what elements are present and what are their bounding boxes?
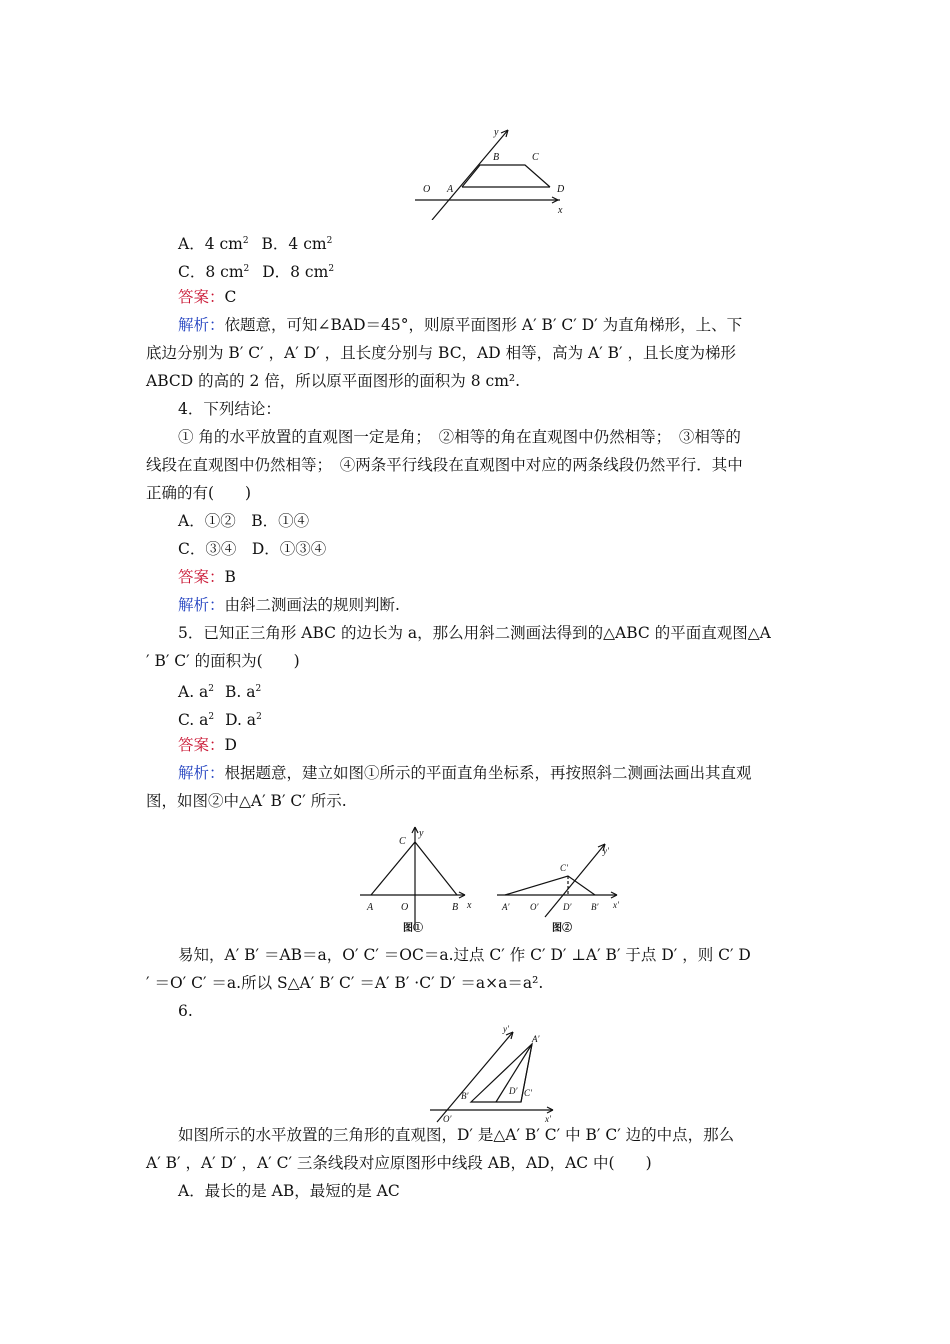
q5-analysis-label: 解析： <box>178 764 225 782</box>
q5-option-c-sup: 2 <box>208 712 215 722</box>
q4-analysis-text: 由斜二测画法的规则判断. <box>224 596 400 614</box>
q3-analysis-line1 <box>178 314 742 336</box>
q5-analysis-text1: 根据题意，建立如图①所示的平面直角坐标系，再按照斜二测画法画出其直观 <box>224 764 752 782</box>
q5-option-d-sup: 2 <box>256 712 262 722</box>
q5-analysis-line2: 图，如图②中△A′ B′ C′ 所示. <box>146 792 347 810</box>
q4-options-ab: A．①② B．①④ <box>178 512 310 530</box>
fig2-label-cp: C′ <box>560 863 568 873</box>
q5-answer-label: 答案： <box>178 736 225 754</box>
q4-line1: ① 角的水平放置的直观图一定是角； ②相等的角在直观图中仍然相等； ③相等的 <box>178 428 741 446</box>
fig2-label-op: O′ <box>530 902 539 912</box>
q4-answer-value: B <box>224 568 236 586</box>
q5-line1: 5．已知正三角形 ABC 的边长为 a，那么用斜二测画法得到的△ABC 的平面直观图△A <box>178 624 771 642</box>
fig3-label-cp: C′ <box>524 1088 532 1098</box>
q3-option-c: C．8 cm <box>178 263 244 282</box>
fig1-label-a: A <box>367 902 374 913</box>
q3-option-c-sup: 2 <box>243 264 250 274</box>
caption-figure-2: 图② <box>552 923 572 934</box>
q5-option-c: C. a <box>178 711 209 730</box>
q4-answer <box>178 566 236 588</box>
q4-analysis-label: 解析： <box>178 596 225 614</box>
fig3-label-xp: x′ <box>545 1114 551 1124</box>
q3-option-b-sup: 2 <box>326 236 333 246</box>
fig3-label-yp: y′ <box>503 1024 509 1034</box>
q3-answer <box>178 286 236 308</box>
q4-analysis <box>178 594 400 616</box>
q3-analysis-line3: ABCD 的高的 2 倍，所以原平面图形的面积为 8 cm². <box>146 372 521 390</box>
q6-line1: 如图所示的水平放置的三角形的直观图，D′ 是△A′ B′ C′ 中 B′ C′ 边的中点，那么 <box>178 1126 735 1144</box>
q5-analysis-line1 <box>178 762 752 784</box>
q6-number: 6. <box>178 1002 193 1020</box>
q5-after-line2: ′ ＝O′ C′ ＝a.所以 S△A′ B′ C′ ＝A′ B′ ·C′ D′ ＝a×a＝a². <box>146 974 544 992</box>
triangle-figures <box>355 822 630 940</box>
figure-2 <box>497 844 617 917</box>
q4-line3: 正确的有( ) <box>146 484 252 502</box>
label-d: D <box>557 184 565 195</box>
q5-option-a-sup: 2 <box>208 684 215 694</box>
q4-answer-label: 答案： <box>178 568 225 586</box>
trapezoid-figure <box>410 120 580 220</box>
label-y: y <box>494 127 499 138</box>
q3-option-b: B．4 cm <box>261 235 327 254</box>
q5-options-cd <box>178 706 262 731</box>
q5-after-line1: 易知，A′ B′ ＝AB＝a，O′ C′ ＝OC＝a.过点 C′ 作 C′ D′ ⊥A′ B′ 于点 D′ ，则 C′ D <box>178 946 751 964</box>
label-b: B <box>493 152 500 163</box>
q3-analysis-text1: 依题意，可知∠BAD＝45°，则原平面图形 A′ B′ C′ D′ 为直角梯形，上、下 <box>224 316 743 334</box>
q5-option-d: D. a <box>225 711 257 730</box>
q5-option-b: B. a <box>224 683 256 702</box>
q6-option-a: A．最长的是 AB，最短的是 AC <box>178 1182 400 1200</box>
fig2-label-yp: y′ <box>603 846 609 856</box>
fig3-label-dp: D′ <box>509 1086 518 1096</box>
fig1-label-y: y <box>419 828 424 839</box>
fig2-label-dp: D′ <box>563 902 572 912</box>
q4-options-cd: C．③④ D．①③④ <box>178 540 327 558</box>
q4-stem: 4．下列结论： <box>178 400 281 418</box>
q3-answer-label: 答案： <box>178 288 225 306</box>
q6-line2: A′ B′ ，A′ D′ ，A′ C′ 三条线段对应原图形中线段 AB，AD，AC 中( ) <box>146 1154 652 1172</box>
label-x: x <box>558 205 563 216</box>
q3-option-d-sup: 2 <box>328 264 335 274</box>
fig2-label-bp: B′ <box>591 902 599 912</box>
fig2-label-xp: x′ <box>613 900 619 910</box>
q3-analysis-line2: 底边分别为 B′ C′ ，A′ D′ ，且长度分别与 BC，AD 相等，高为 A′ B′ ，且长度为梯形 <box>146 344 737 362</box>
figure-1 <box>360 827 465 930</box>
fig3-label-ap: A′ <box>532 1034 540 1044</box>
fig3-label-bp: B′ <box>461 1091 469 1101</box>
q3-option-d: D．8 cm <box>262 263 329 282</box>
q5-options-ab <box>178 678 261 703</box>
fig1-label-o: O <box>401 902 409 913</box>
q4-line2: 线段在直观图中仍然相等； ④两条平行线段在直观图中对应的两条线段仍然平行．其中 <box>146 456 743 474</box>
q5-option-b-sup: 2 <box>255 684 262 694</box>
fig3-label-op: O′ <box>443 1114 452 1124</box>
label-c: C <box>532 152 539 163</box>
fig1-label-x: x <box>467 900 472 911</box>
q5-answer <box>178 734 237 756</box>
q3-option-a: A．4 cm <box>178 235 243 254</box>
q3-analysis-label: 解析： <box>178 316 225 334</box>
q3-answer-value: C <box>224 288 237 306</box>
q5-line2: ′ B′ C′ 的面积为( ) <box>146 652 300 670</box>
q3-options-ab <box>178 230 332 255</box>
q5-answer-value: D <box>224 736 237 754</box>
y-axis <box>432 130 508 220</box>
q5-option-a: A. a <box>178 683 209 702</box>
triangle-oblique-figure <box>425 1024 565 1124</box>
fig2-label-ap: A′ <box>502 902 510 912</box>
label-a: A <box>447 184 454 195</box>
fig1-label-c: C <box>399 836 406 847</box>
caption-figure-1: 图① <box>403 923 423 934</box>
q3-options-cd <box>178 258 334 283</box>
q3-option-a-sup: 2 <box>242 236 249 246</box>
label-o: O <box>423 184 431 195</box>
fig1-label-b: B <box>452 902 459 913</box>
